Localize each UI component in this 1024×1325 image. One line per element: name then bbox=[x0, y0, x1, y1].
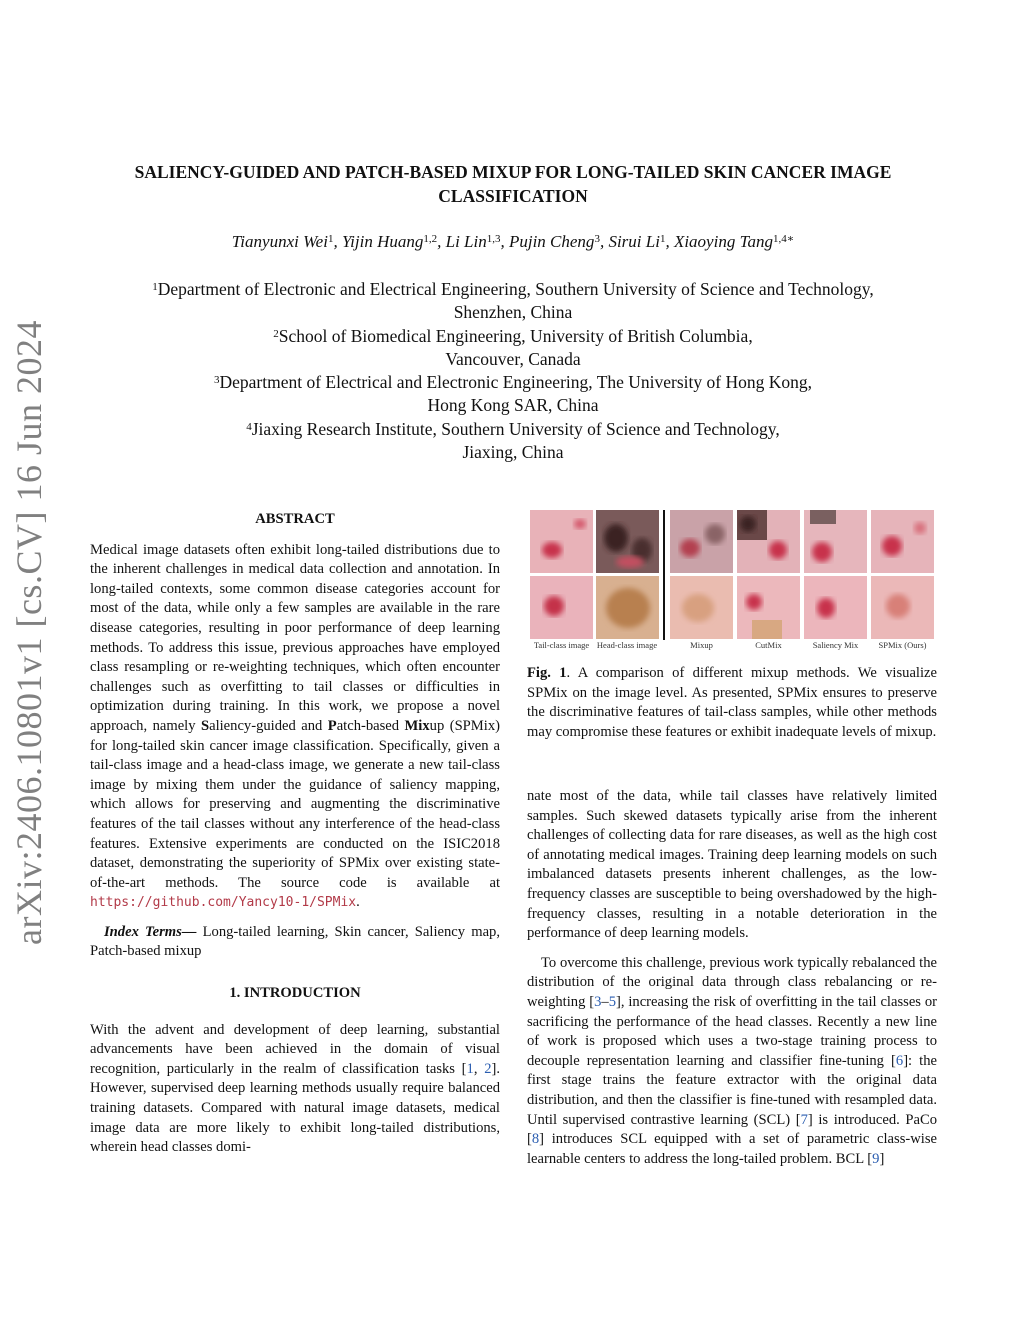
figure-label: CutMix bbox=[755, 640, 782, 650]
source-code-link[interactable]: https://github.com/Yancy10-1/SPMix bbox=[90, 895, 357, 911]
affiliation: $^2$School of Biomedical Engineering, University of British Columbia, bbox=[273, 325, 753, 346]
citation-link[interactable]: 5 bbox=[608, 993, 616, 1010]
affiliation: $^4$Jiaxing Research Institute, Southern University of Science and Technology, bbox=[246, 418, 780, 439]
abstract-text: Medical image datasets often exhibit long-tailed distributions due to the inherent challenges in medical data collection and annotation. In long-tailed contexts, some common disease categories account for most of the data, while only a few samples are available in the rare disease categories, resulting in poor performance of deep learning methods. To address this issue, previous approaches have employed class resampling or re-weighting techniques, which often encounter challenges such as overfitting to tail classes or difficulties in optimization during training. In this work, we propose a novel approach, namely Saliency-guided and Patch-based Mixup (SPMix) for long-tailed skin cancer image classification. Specifically, given a tail-class image and a head-class image, we generate a new tail-class image by mixing them under the guidance of saliency mapping, which allows for preserving and augmenting the discriminative features of the tail classes without any interference of the head-class features. Extensive experiments are conducted on the ISIC2018 dataset, demonstrating the superiority of SPMix over existing state-of-the-art methods. The source code is available at https://github.com/Yancy10-1/SPMix. bbox=[90, 541, 500, 911]
spmix-image-bottom bbox=[871, 576, 934, 639]
mixup-comparison-grid bbox=[530, 510, 934, 640]
introduction-heading: 1. INTRODUCTION bbox=[229, 985, 361, 1002]
citation-link[interactable]: 7 bbox=[800, 1111, 808, 1128]
citation-link[interactable]: 6 bbox=[895, 1052, 904, 1069]
index-terms: Index Terms— Long-tailed learning, Skin cancer, Saliency map, Patch-based mixup bbox=[90, 923, 501, 960]
affiliation-location: Jiaxing, China bbox=[462, 442, 564, 463]
figure-label: Mixup bbox=[690, 640, 713, 650]
tail-class-image-bottom bbox=[530, 576, 593, 639]
author: Sirui Li$^1$, bbox=[608, 232, 674, 251]
affiliation-list bbox=[90, 278, 936, 464]
saliency-mix-image-top bbox=[804, 510, 867, 573]
author: Tianyunxi Wei$^1$, bbox=[231, 232, 342, 251]
figure-caption-label: Fig. 1 bbox=[527, 665, 567, 681]
figure-column-labels bbox=[530, 640, 934, 652]
author: Li Lin$^{1,3}$, bbox=[445, 232, 509, 251]
left-column bbox=[90, 510, 500, 1158]
affiliation-location: Vancouver, Canada bbox=[445, 348, 581, 369]
head-class-image-top bbox=[596, 510, 659, 573]
arxiv-identifier: arXiv:2406.10801v1 [cs.CV] 16 Jun 2024 bbox=[9, 320, 49, 945]
figure-label: Head-class image bbox=[596, 640, 658, 650]
citation-link[interactable]: 3 bbox=[594, 993, 602, 1010]
citation-link[interactable]: 2 bbox=[484, 1060, 492, 1077]
author: Xiaoying Tang$^{1,4∗}$ bbox=[673, 232, 795, 251]
affiliation-location: Hong Kong SAR, China bbox=[427, 395, 599, 416]
spmix-image-top bbox=[871, 510, 934, 573]
mixup-image-top bbox=[670, 510, 733, 573]
citation-link[interactable]: 9 bbox=[872, 1150, 880, 1167]
figure-label: SPMix (Ours) bbox=[878, 640, 927, 650]
tail-class-image-top bbox=[530, 510, 593, 573]
abstract-heading: ABSTRACT bbox=[255, 511, 335, 527]
right-column bbox=[527, 787, 937, 1169]
citation-link[interactable]: 8 bbox=[531, 1131, 540, 1148]
introduction-paragraph-2: To overcome this challenge, previous work typically rebalanced the distribution of the original data through class rebalancing or re-weighting [3–5], increasing the risk of overfitting in the tail classes or sacrificing the performance of the head classes. Recently a new line of work is proposed which uses a two-stage training process to decouple representation learning and classifier fine-tuning [6]: the first stage trains the feature extractor with the original data distribution, and then the classifier is fine-tuned with resampled data. Until supervised contrastive learning (SCL) [7] is introduced. PaCo [8] introduces SCL equipped with a set of parametric class-wise learnable centers to address the long-tailed problem. BCL [9] bbox=[527, 954, 937, 1167]
affiliation: $^3$Department of Electrical and Electronic Engineering, The University of Hong Kong, bbox=[213, 372, 813, 393]
saliency-mix-image-bottom bbox=[804, 576, 867, 639]
affiliation: $^1$Department of Electronic and Electrical Engineering, Southern University of Science and Technology, bbox=[152, 279, 874, 299]
figure-label: Tail-class image bbox=[533, 640, 590, 650]
figure-1-image-grid bbox=[530, 510, 934, 650]
figure-caption: Fig. 1. A comparison of different mixup methods. We visualize SPMix on the image level. As presented, SPMix ensures to preserve the discriminative features of tail-class samples, while other methods may compromise these features or exhibit inadequate levels of mixup. bbox=[527, 665, 937, 740]
figure-label: Saliency Mix bbox=[812, 640, 859, 650]
introduction-paragraph-1-continued: nate most of the data, while tail classes have relatively limited samples. Such skewed datasets typically arise from the inherent challenges of collecting data for rare diseases, as well as the high cost of annotating medical images. Training deep learning models on such imbalanced datasets presents inherent challenges, as the low-frequency classes are susceptible to being overshadowed by the high-frequency classes, resulting in a notable deterioration in the performance of deep learning models. bbox=[527, 788, 937, 942]
cutmix-image-bottom bbox=[737, 576, 800, 639]
introduction-paragraph-1: With the advent and development of deep learning, substantial advancements have been achieved in the domain of visual recognition, particularly in the realm of classification tasks [1, 2]. However, supervised deep learning methods usually require balanced training datasets. Compared with natural image datasets, medical image data are more likely to exhibit long-tailed distributions, wherein head classes domi- bbox=[90, 1021, 500, 1156]
cutmix-image-top bbox=[737, 510, 800, 573]
citation-link[interactable]: 1 bbox=[466, 1060, 474, 1077]
author: Pujin Cheng$^3$, bbox=[508, 232, 609, 251]
author: Yijin Huang$^{1,2}$, bbox=[341, 232, 446, 251]
author-list bbox=[90, 232, 936, 252]
mixup-image-bottom bbox=[670, 576, 733, 639]
paper-title: SALIENCY-GUIDED AND PATCH-BASED MIXUP FOR LONG-TAILED SKIN CANCER IMAGE CLASSIFICATION bbox=[134, 162, 892, 206]
head-class-image-bottom bbox=[596, 576, 659, 639]
affiliation-location: Shenzhen, China bbox=[453, 302, 573, 323]
